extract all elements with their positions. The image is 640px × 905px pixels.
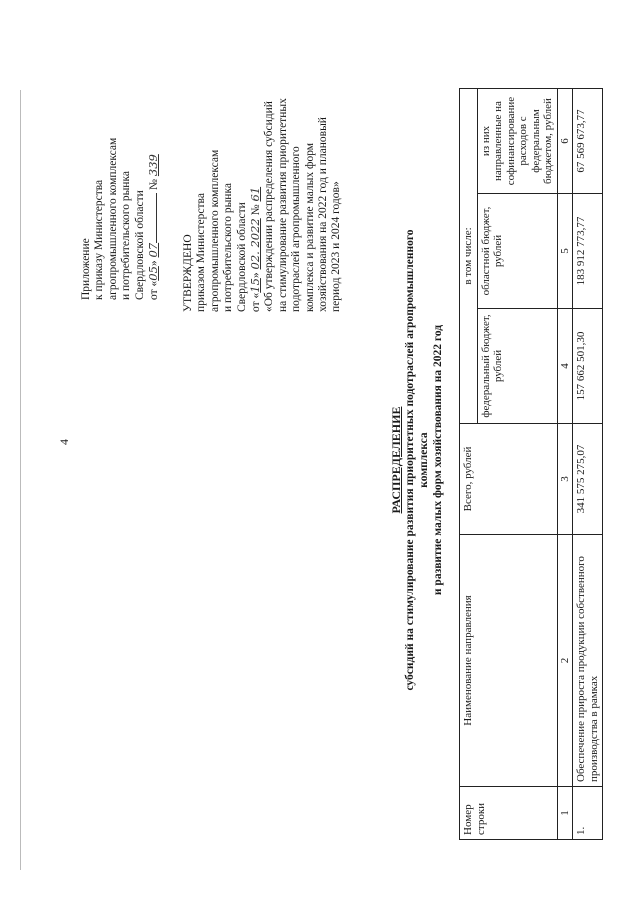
date-rest: 02. 2022	[248, 218, 263, 270]
approved-line: Свердловской области	[235, 202, 248, 312]
row-total: 341 575 275,07	[573, 424, 603, 535]
approved-line: приказом Министерства	[195, 193, 208, 312]
distribution-table	[459, 88, 603, 840]
subject-line: на стимулирование развития приоритетных	[276, 98, 289, 312]
number-prefix: №	[250, 201, 263, 219]
table-row	[573, 89, 603, 840]
doc-number: 61	[248, 186, 263, 202]
row-cofinance: 67 569 673,77	[573, 89, 603, 194]
title-heading: РАСПРЕДЕЛЕНИЕ	[389, 406, 403, 514]
column-number: 5	[557, 194, 573, 309]
page-number: 4	[57, 439, 71, 445]
title-line: и развитие малых форм хозяйствования на 2022 год	[432, 324, 444, 596]
column-number: 2	[557, 535, 573, 787]
appendix-block	[80, 70, 161, 300]
approved-line: УТВЕРЖДЕНО	[182, 234, 194, 312]
approved-line: агропромышленного комплексам	[208, 149, 221, 312]
row-regional: 183 912 773,77	[573, 194, 603, 309]
row-num: 1.	[573, 787, 603, 840]
subject-line: «Об утверждении распределения субсидий	[263, 101, 276, 312]
date-day: 05	[146, 266, 161, 281]
column-number: 3	[557, 424, 573, 535]
appendix-line: агропромышленного комплексам	[106, 137, 119, 300]
header-total: Всего, рублей	[460, 424, 558, 535]
appendix-line: Приложение	[80, 238, 92, 300]
subject-line: хозяйствования на 2022 год и плановый	[317, 117, 330, 312]
column-number: 6	[557, 89, 573, 194]
approved-block	[182, 32, 344, 312]
date-prefix: от «	[250, 292, 263, 312]
header-num: Номер строки	[460, 787, 558, 840]
column-number: 1	[557, 787, 573, 840]
date-mid: »	[250, 269, 263, 279]
date-underline	[156, 193, 157, 243]
header-federal: федеральный бюджет, рублей	[477, 309, 557, 424]
appendix-line: Свердловской области	[133, 190, 146, 300]
approved-line: и потребительского рынка	[222, 183, 235, 312]
subject-line: комплекса и развитие малых форм	[303, 142, 316, 312]
row-name: Обеспечение прироста продукции собственного производства в рамках	[573, 535, 603, 787]
page-edge-line	[20, 90, 21, 870]
distribution-table-wrap	[459, 60, 603, 840]
header-cofinance: из них направленные на софинансирование расходов с федеральным бюджетом, рублей	[477, 89, 557, 194]
appendix-date-line	[147, 70, 161, 300]
approved-date-line	[249, 32, 263, 312]
date-month: 07	[146, 242, 161, 258]
table-header-row	[460, 89, 478, 840]
title-line: субсидий на стимулирование развития приоритетных подотраслей агропромышленного комплекса	[404, 229, 430, 691]
doc-number: 339	[146, 154, 161, 177]
row-federal: 157 662 501,30	[573, 309, 603, 424]
header-including: в том числе:	[460, 89, 478, 424]
appendix-line: к приказу Министерства	[93, 179, 106, 300]
header-regional: областной бюджет, рублей	[477, 194, 557, 309]
date-mid: »	[148, 257, 161, 267]
subject-line: период 2023 и 2024 годов»	[330, 181, 343, 312]
number-prefix: №	[148, 176, 161, 193]
date-prefix: от «	[148, 280, 161, 300]
appendix-line: и потребительского рынка	[120, 171, 133, 300]
document-title	[389, 220, 445, 700]
header-name: Наименование направления	[460, 535, 558, 787]
subject-line: подотраслей агропромышленного	[290, 146, 303, 312]
column-number-row	[557, 89, 573, 840]
date-day: 15	[248, 278, 263, 293]
column-number: 4	[557, 309, 573, 424]
